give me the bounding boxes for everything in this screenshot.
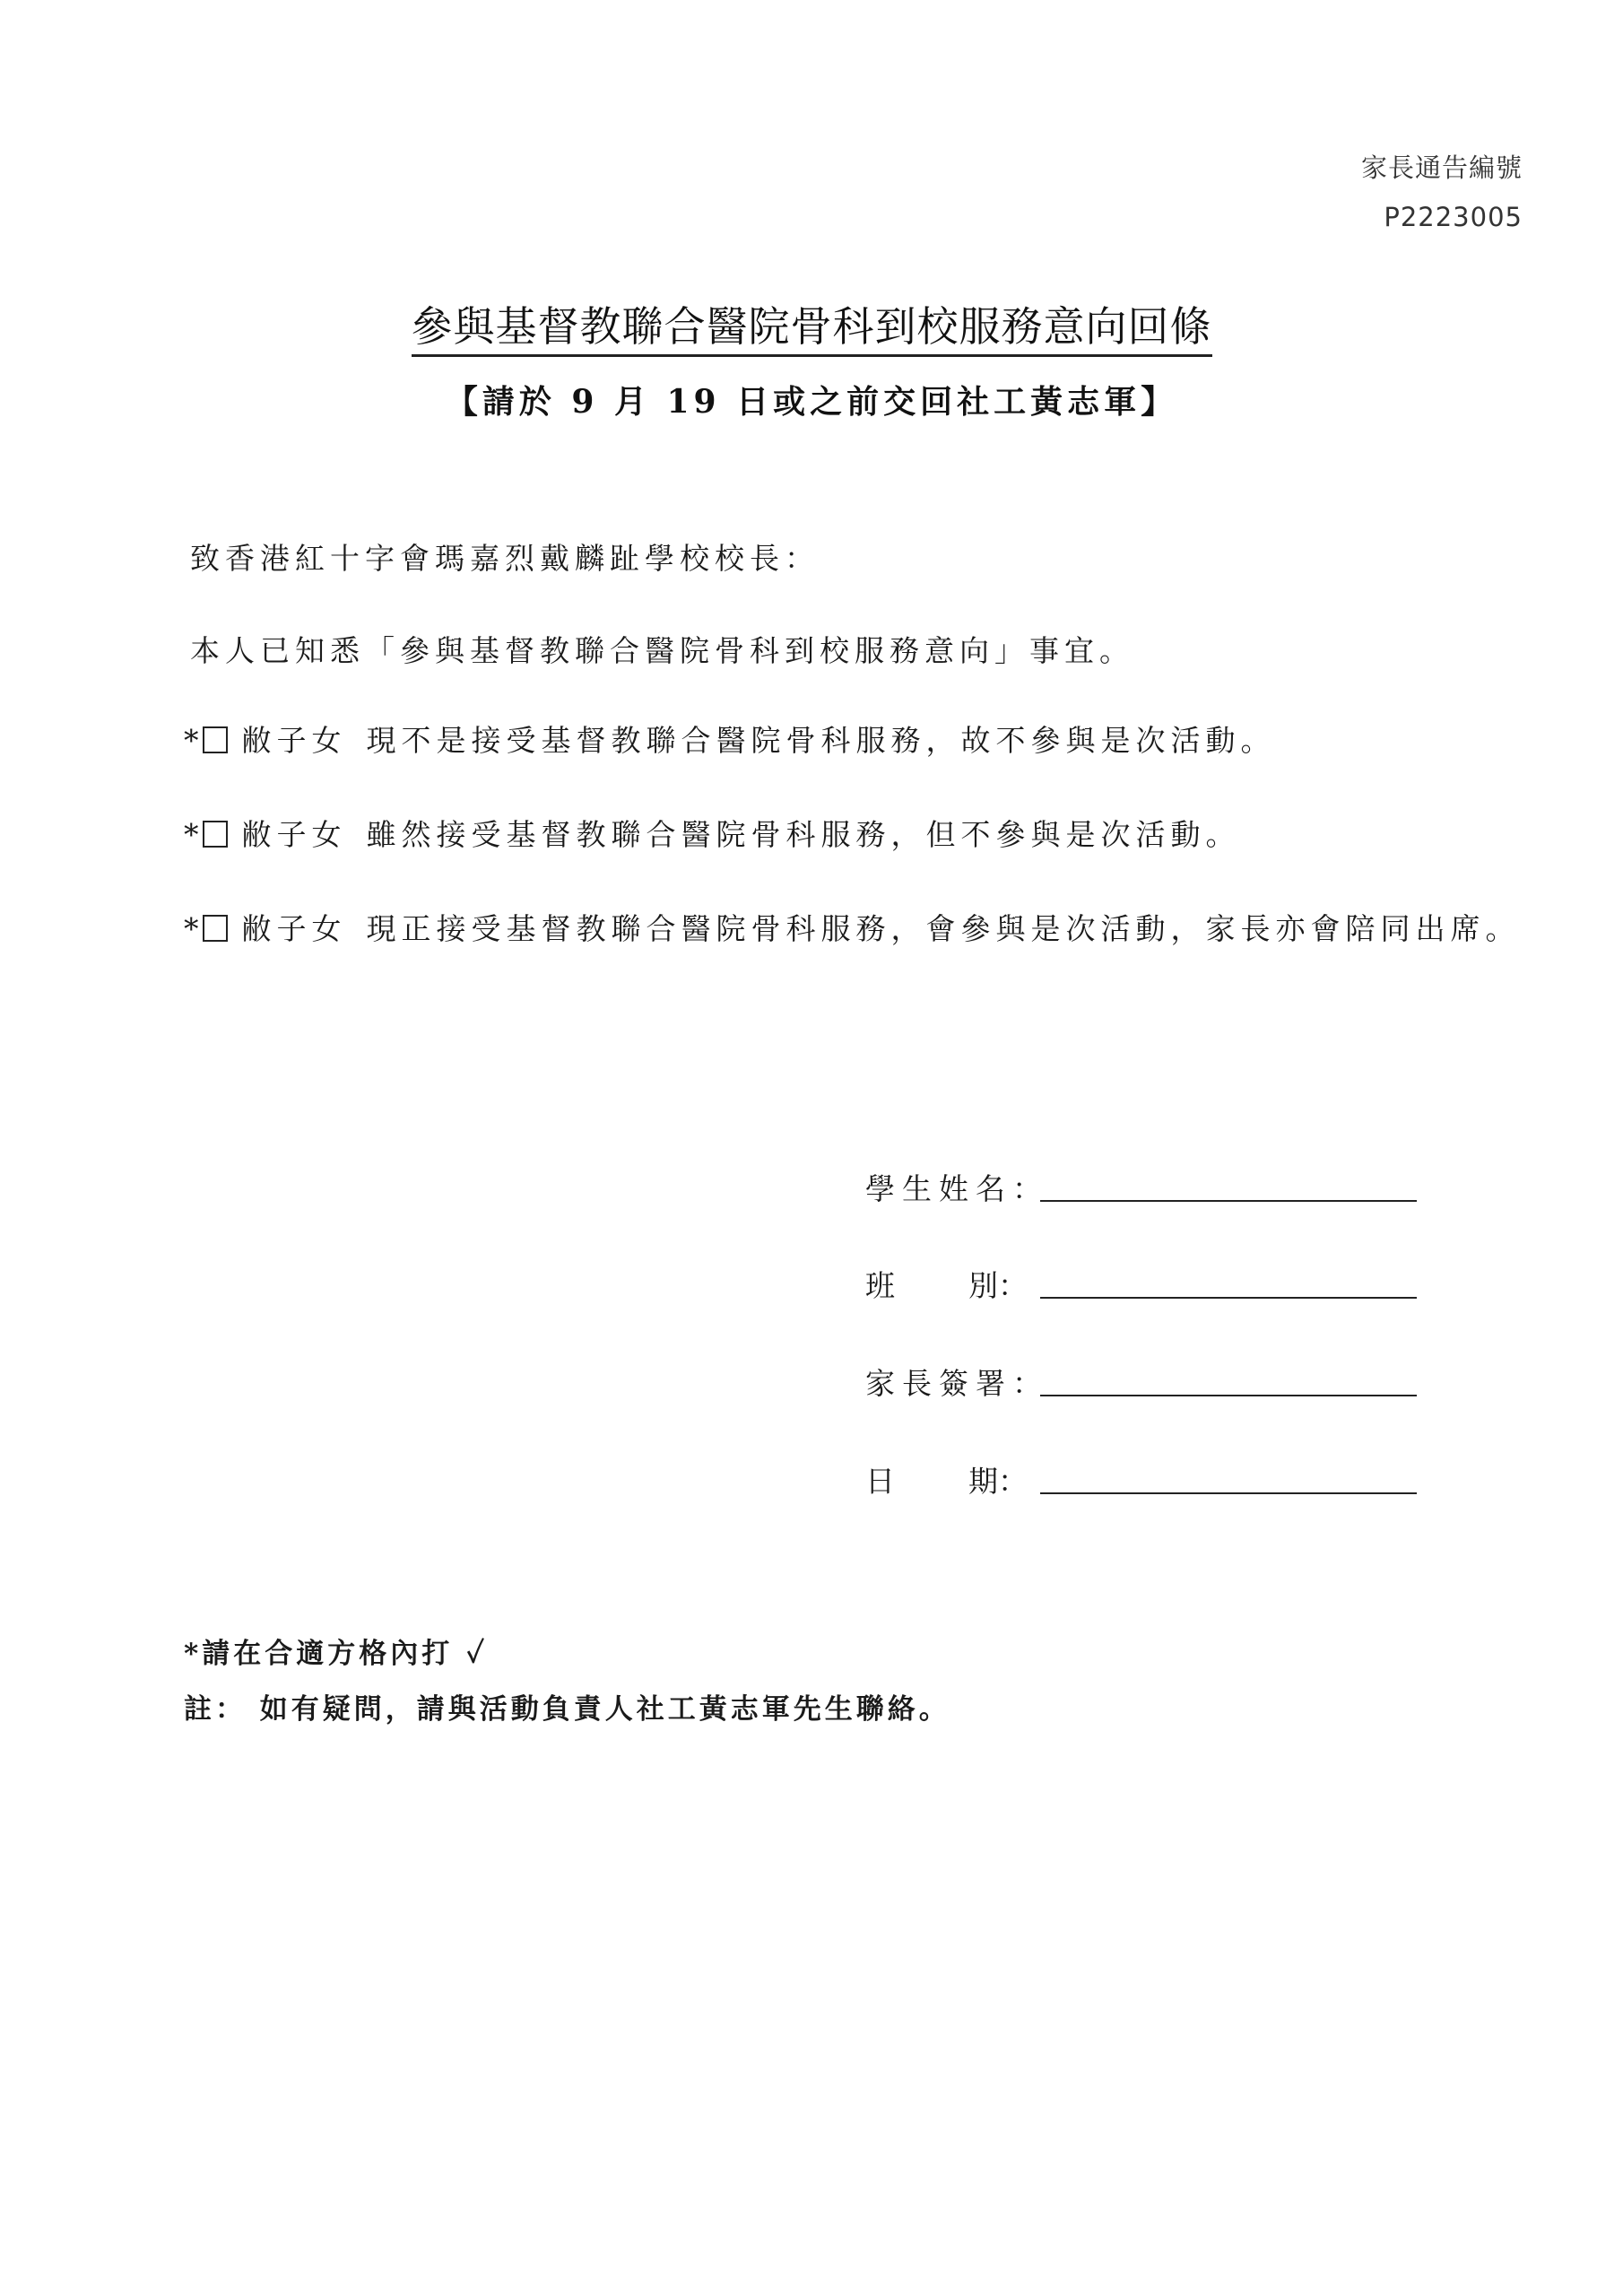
option-row: * 敝子女 現不是接受基督教聯合醫院骨科服務，故不參與是次活動。 <box>184 723 1276 758</box>
parent-signature-label: 家長簽署： <box>865 1366 1049 1401</box>
class-field <box>865 1263 1028 1305</box>
salutation: 致香港紅十字會瑪嘉烈戴麟趾學校校長： <box>190 541 820 576</box>
option-row: * 敝子女 現正接受基督教聯合醫院骨科服務，會參與是次活動，家長亦會陪同出席。 <box>184 911 1521 946</box>
student-name-blank[interactable] <box>1040 1200 1417 1202</box>
option-text: 現正接受基督教聯合醫院骨科服務，會參與是次活動，家長亦會陪同出席。 <box>366 911 1521 946</box>
return-deadline: 【請於 9 月 19 日或之前交回社工黃志軍】 <box>445 383 1178 421</box>
notice-number: P2223005 <box>1384 202 1523 232</box>
notice-number-label: 家長通告編號 <box>1360 152 1523 183</box>
option-text: 現不是接受基督教聯合醫院骨科服務，故不參與是次活動。 <box>366 723 1276 758</box>
option-checkbox[interactable] <box>203 726 228 753</box>
document-title: 參與基督教聯合醫院骨科到校服務意向回條 <box>0 294 1623 353</box>
option-row: * 敝子女 雖然接受基督教聯合醫院骨科服務，但不參與是次活動。 <box>184 817 1241 852</box>
student-name-label: 學生姓名： <box>865 1171 1049 1206</box>
date-blank[interactable] <box>1040 1492 1417 1494</box>
parent-signature-blank[interactable] <box>1040 1395 1417 1396</box>
enquiry-note: 註： 如有疑問，請與活動負責人社工黃志軍先生聯絡。 <box>184 1693 950 1726</box>
class-label: 班 別： <box>865 1268 1028 1303</box>
option-checkbox[interactable] <box>203 915 228 942</box>
acknowledgement: 本人已知悉「參與基督教聯合醫院骨科到校服務意向」事宜。 <box>190 633 1134 668</box>
student-name-field <box>865 1166 1049 1208</box>
option-checkbox[interactable] <box>203 821 228 848</box>
date-field <box>865 1458 1028 1500</box>
option-text: 雖然接受基督教聯合醫院骨科服務，但不參與是次活動。 <box>366 817 1241 852</box>
class-blank[interactable] <box>1040 1297 1417 1299</box>
parent-signature-field <box>865 1361 1049 1403</box>
tick-instruction: *請在合適方格內打 ✓ <box>184 1638 488 1670</box>
date-label: 日 期： <box>865 1464 1028 1499</box>
